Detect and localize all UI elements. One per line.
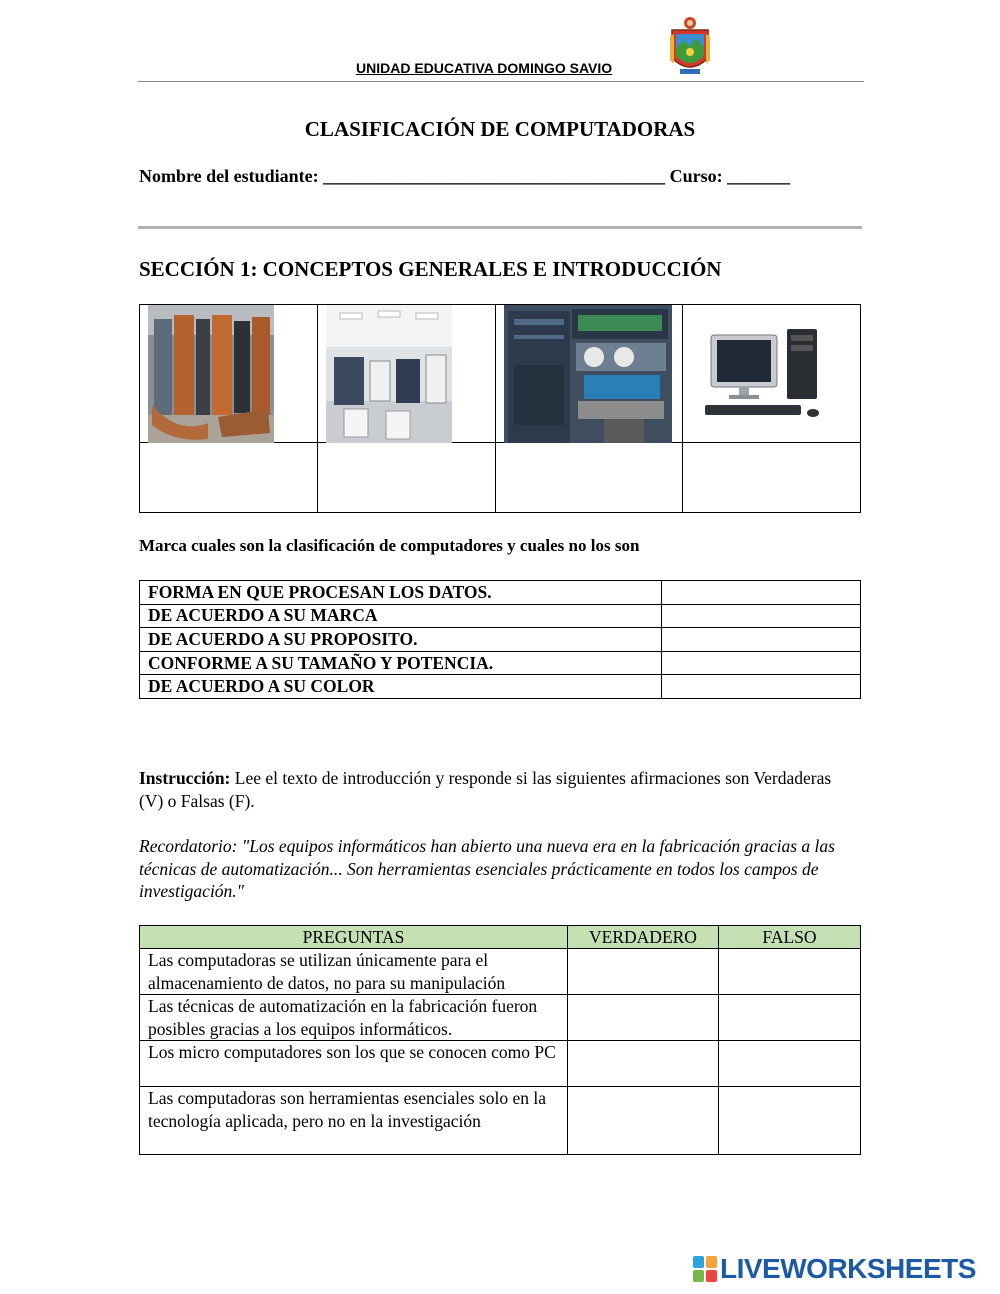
liveworksheets-badge-icon — [693, 1256, 717, 1282]
classification-option: DE ACUERDO A SU PROPOSITO. — [140, 628, 662, 652]
badge-square — [706, 1270, 717, 1282]
badge-square — [693, 1256, 704, 1268]
table-row — [140, 604, 861, 628]
table-header-row — [140, 926, 861, 949]
mainframe-room-image — [326, 305, 452, 443]
true-false-table — [139, 925, 861, 1155]
student-name-label: Nombre del estudiante: — [139, 166, 319, 186]
badge-square — [706, 1256, 717, 1268]
falso-cell[interactable] — [719, 995, 861, 1041]
instruction-paragraph — [139, 767, 859, 813]
question-text: Las técnicas de automatización en la fabricación fueron posibles gracias a los equipos informáticos. — [140, 995, 568, 1041]
liveworksheets-brand: LIVEWORKSHEETS — [720, 1253, 976, 1284]
header-preguntas: PREGUNTAS — [140, 926, 568, 949]
classification-answer-cell[interactable] — [662, 651, 861, 675]
image-cell-4 — [683, 305, 861, 443]
classification-option: DE ACUERDO A SU COLOR — [140, 675, 662, 699]
verdadero-cell[interactable] — [568, 1041, 719, 1087]
table-row — [140, 995, 861, 1041]
question-text: Las computadoras son herramientas esenciales solo en la tecnología aplicada, pero no en la investigación — [140, 1087, 568, 1155]
desktop-pc-image — [691, 327, 837, 427]
header-falso: FALSO — [719, 926, 861, 949]
table-row — [140, 581, 861, 605]
classification-answer-cell[interactable] — [662, 628, 861, 652]
falso-cell[interactable] — [719, 1087, 861, 1155]
classification-option: DE ACUERDO A SU MARCA — [140, 604, 662, 628]
classification-option: FORMA EN QUE PROCESAN LOS DATOS. — [140, 581, 662, 605]
image-table — [139, 304, 861, 513]
table-row — [140, 651, 861, 675]
image-answer-cell-1[interactable] — [140, 443, 318, 513]
table-row — [140, 1087, 861, 1155]
verdadero-cell[interactable] — [568, 995, 719, 1041]
course-field[interactable]: _______ — [727, 166, 791, 186]
image-answer-cell-3[interactable] — [496, 443, 683, 513]
falso-cell[interactable] — [719, 949, 861, 995]
reminder-paragraph: Recordatorio: "Los equipos informáticos han abierto una nueva era en la fabricación gracias a las técnicas de automatización... Son herramientas esenciales prácticamente en todos los campos de investigación." — [139, 836, 835, 901]
classification-instruction: Marca cuales son la clasificación de computadores y cuales no los son — [139, 536, 640, 555]
student-name-field[interactable]: ______________________________________ — [323, 166, 666, 186]
student-line — [139, 166, 790, 187]
liveworksheets-logo — [693, 1253, 976, 1284]
badge-square — [693, 1270, 704, 1282]
question-text: Las computadoras se utilizan únicamente para el almacenamiento de datos, no para su manipulación — [140, 949, 568, 995]
document-title: CLASIFICACIÓN DE COMPUTADORAS — [304, 117, 696, 141]
section-1-title: SECCIÓN 1: CONCEPTOS GENERALES E INTRODUCCIÓN — [139, 257, 722, 281]
verdadero-cell[interactable] — [568, 1087, 719, 1155]
classification-answer-cell[interactable] — [662, 604, 861, 628]
school-name: UNIDAD EDUCATIVA DOMINGO SAVIO — [356, 60, 613, 76]
image-cell-1 — [140, 305, 318, 443]
instruction-text: Lee el texto de introducción y responde si las siguientes afirmaciones son Verdaderas (V) o Falsas (F). — [139, 768, 832, 811]
question-text: Los micro computadores son los que se conocen como PC — [140, 1041, 568, 1087]
classification-answer-cell[interactable] — [662, 581, 861, 605]
table-row — [140, 1041, 861, 1087]
school-crest-icon — [668, 14, 712, 80]
classification-table — [139, 580, 861, 699]
header-verdadero: VERDADERO — [568, 926, 719, 949]
image-answer-cell-4[interactable] — [683, 443, 861, 513]
classification-answer-cell[interactable] — [662, 675, 861, 699]
image-cell-3 — [496, 305, 683, 443]
course-label: Curso: — [669, 166, 723, 186]
image-answer-cell-2[interactable] — [318, 443, 496, 513]
header-rule — [138, 81, 864, 82]
table-row — [140, 628, 861, 652]
verdadero-cell[interactable] — [568, 949, 719, 995]
early-supercomputer-image — [148, 305, 274, 443]
image-cell-2 — [318, 305, 496, 443]
minicomputer-cabinet-image — [504, 305, 672, 443]
separator-rule — [138, 226, 862, 229]
classification-option: CONFORME A SU TAMAÑO Y POTENCIA. — [140, 651, 662, 675]
falso-cell[interactable] — [719, 1041, 861, 1087]
table-row — [140, 675, 861, 699]
table-row — [140, 949, 861, 995]
instruction-label: Instrucción: — [139, 768, 231, 788]
